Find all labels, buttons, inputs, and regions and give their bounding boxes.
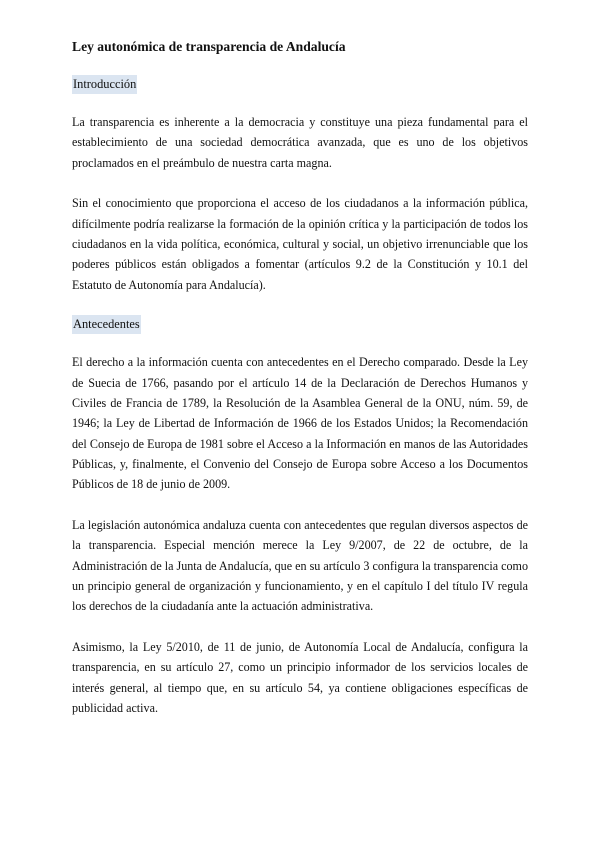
section-heading-introduccion: Introducción — [72, 75, 137, 94]
paragraph: Sin el conocimiento que proporciona el acceso de los ciudadanos a la información pública, difícilmente podría realizarse la formación de la opinión crítica y la participación de todos los ciudadanos en la vida política, económica, cultural y social, un objetivo irrenunciable que los poderes públicos están obligados a fomentar (artículos 9.2 de la Constitución y 10.1 del Estatuto de Autonomía para Andalucía). — [72, 196, 528, 292]
section-antecedentes — [72, 315, 528, 352]
paragraph: El derecho a la información cuenta con antecedentes en el Derecho comparado. Desde la Ley de Suecia de 1766, pasando por el artículo 14 de la Declaración de Derechos Humanos y Civiles de Francia de 1789, la Resolución de la Asamblea General de la ONU, núm. 59, de 1946; la Ley de Libertad de Información de 1966 de los Estados Unidos; la Recomendación del Consejo de Europa de 1981 sobre el Acceso a la Información en manos de las Autoridades Públicas, y, finalmente, el Convenio del Consejo de Europa sobre Acceso a los Documentos Públicos de 18 de junio de 2009. — [72, 355, 528, 492]
paragraph: Asimismo, la Ley 5/2010, de 11 de junio, de Autonomía Local de Andalucía, configura la transparencia, en su artículo 27, como un principio informador de los servicios locales de interés general, al tiempo que, en su artículo 54, ya contiene obligaciones específicas de publicidad activa. — [72, 639, 528, 715]
section-heading-antecedentes: Antecedentes — [72, 315, 141, 334]
document-title: Ley autonómica de transparencia de Andalucía — [72, 39, 346, 54]
paragraph: La transparencia es inherente a la democracia y constituye una pieza fundamental para el establecimiento de una sociedad democrática avanzada, que es uno de los objetivos proclamados en el preámbulo de nuestra carta magna. — [72, 115, 528, 170]
paragraph: La legislación autonómica andaluza cuenta con antecedentes que regulan diversos aspectos de la transparencia. Especial mención merece la Ley 9/2007, de 22 de octubre, de la Administración de la Junta de Andalucía, que en su artículo 3 configura la transparencia como un principio general de organización y funcionamiento, y en el capítulo I del título IV regula los derechos de la ciudadanía ante la actuación administrativa. — [72, 517, 528, 614]
section-introduccion — [72, 75, 528, 112]
